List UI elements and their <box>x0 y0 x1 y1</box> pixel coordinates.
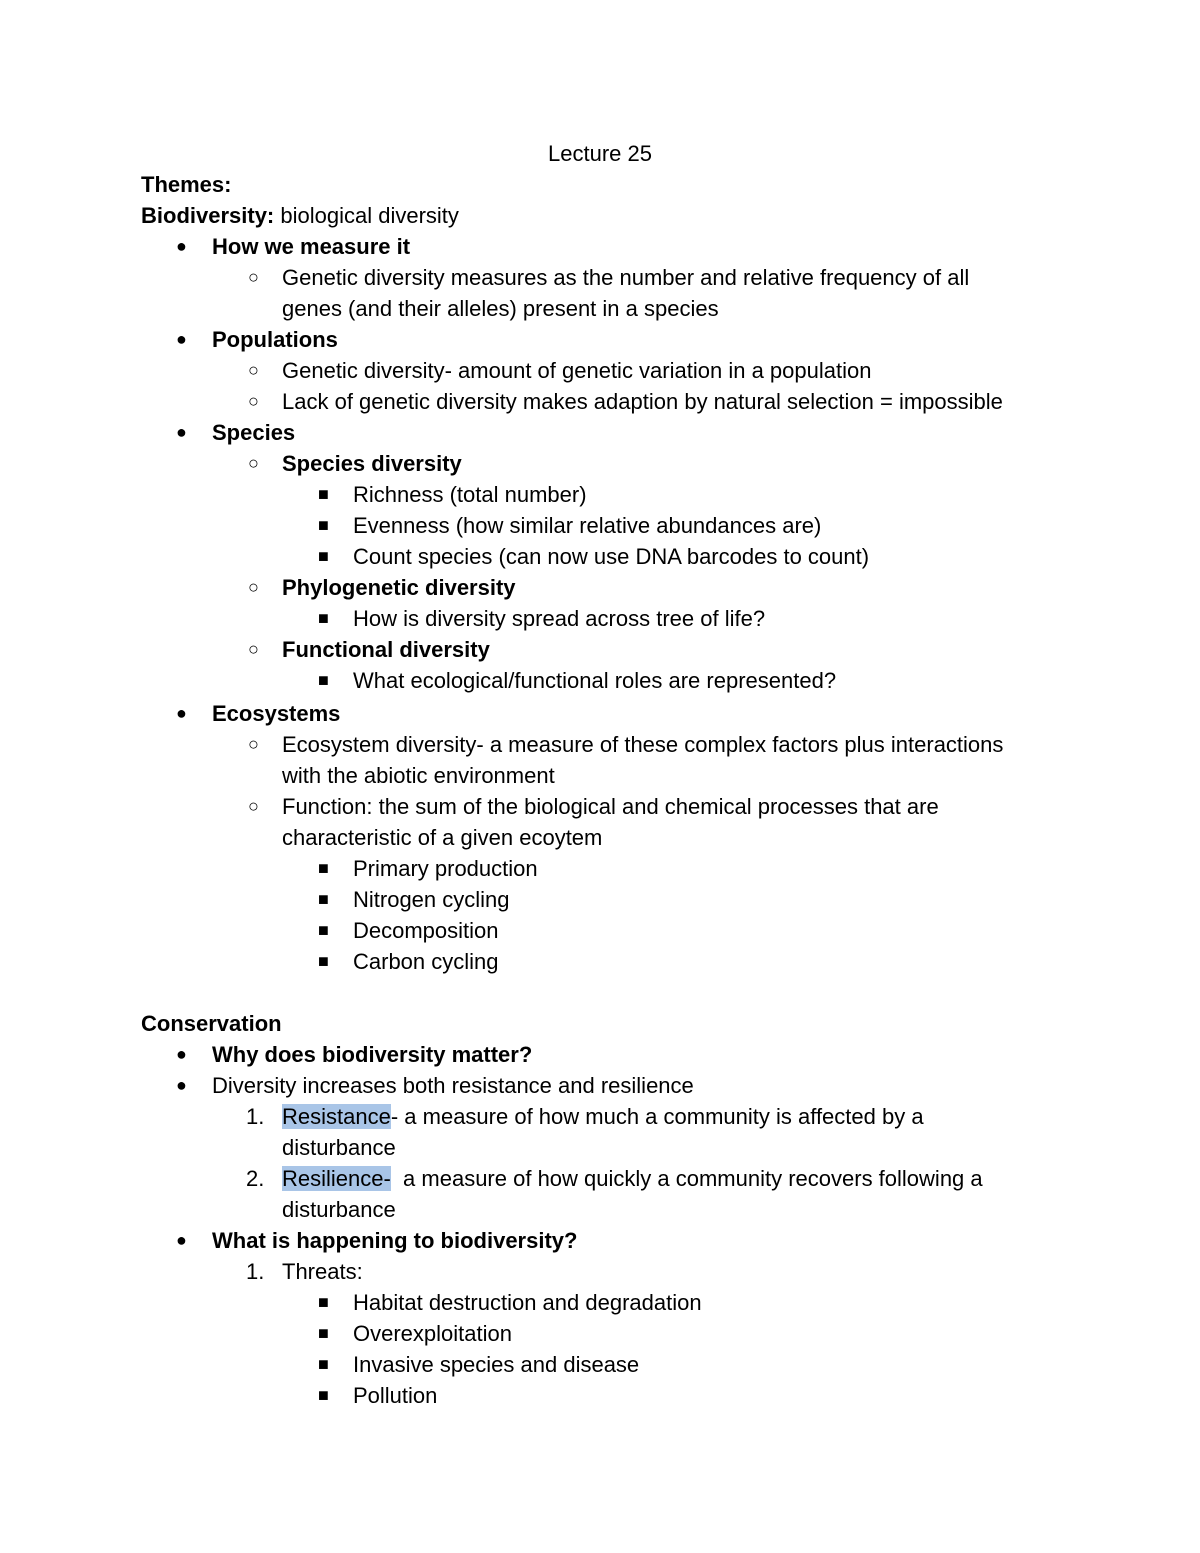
circle-bullet-icon: ○ <box>248 639 259 659</box>
highlighted-term: Resistance <box>282 1104 391 1129</box>
bullet-icon: ● <box>176 329 187 349</box>
circle-bullet-icon: ○ <box>248 796 259 816</box>
circle-bullet-icon: ○ <box>248 453 259 473</box>
square-bullet-icon: ■ <box>318 608 329 628</box>
square-bullet-icon: ■ <box>318 858 329 878</box>
square-bullet-icon: ■ <box>318 889 329 909</box>
list-number: 2. <box>246 1166 265 1191</box>
square-bullet-icon: ■ <box>318 484 329 504</box>
bullet-icon: ● <box>176 1044 187 1064</box>
square-bullet-icon: ■ <box>318 1385 329 1405</box>
page-title: Lecture 25 <box>548 141 652 166</box>
circle-bullet-icon: ○ <box>248 391 259 411</box>
circle-bullet-icon: ○ <box>248 360 259 380</box>
circle-bullet-icon: ○ <box>248 267 259 287</box>
highlighted-term: Resilience- <box>282 1166 391 1191</box>
square-bullet-icon: ■ <box>318 546 329 566</box>
square-bullet-icon: ■ <box>318 1323 329 1343</box>
square-bullet-icon: ■ <box>318 670 329 690</box>
square-bullet-icon: ■ <box>318 951 329 971</box>
list-number: 1. <box>246 1259 265 1284</box>
circle-bullet-icon: ○ <box>248 734 259 754</box>
square-bullet-icon: ■ <box>318 1354 329 1374</box>
bullet-icon: ● <box>176 1075 187 1095</box>
list-number: 1. <box>246 1104 265 1129</box>
square-bullet-icon: ■ <box>318 515 329 535</box>
bullet-icon: ● <box>176 1230 187 1250</box>
circle-bullet-icon: ○ <box>248 577 259 597</box>
square-bullet-icon: ■ <box>318 920 329 940</box>
bullet-icon: ● <box>176 236 187 256</box>
bullet-icon: ● <box>176 422 187 442</box>
square-bullet-icon: ■ <box>318 1292 329 1312</box>
bullet-icon: ● <box>176 703 187 723</box>
document-page: Lecture 25 Themes: Biodiversity: biological diversity ● How we measure it ○ Genetic diversity measures as the number and relative frequency of all genes (and their alleles) present in a species ● Populations ○ Genetic diversity- amount of genetic variation in a population ○ Lack of genetic diversity makes adaption by natural selection = impossible ● Species ○ Species diversity ■ Richness (total number) ■ Evenness (how similar relative abundances are) ■ Count species (can now use DNA barcodes to count) ○ Phylogenetic diversity ■ How is diversity spread across tree of life? ○ Functional diversity ■ What ecological/functional roles are represented? ● Ecosystems ○ Ecosystem diversity- a measure of these complex factors plus interactions with the abiotic environment ○ Function: the sum of the biological and chemical processes that are characteristic of a given ecoytem ■ Primary production ■ Nitrogen cycling ■ Decomposition ■ Carbon cycling Conservation ● Why does biodiversity matter? ● Diversity increases both resistance and resilience 1. Resistance- a measure of how much a community is affected by a disturbance 2. Resilience- a measure of how quickly a community recovers following a disturbance ● What is happening to biodiversity? 1. Threats: ■ Habitat destruction and degradation ■ Overexploitation ■ Invasive species and disease ■ Pollution <box>0 0 1200 1553</box>
